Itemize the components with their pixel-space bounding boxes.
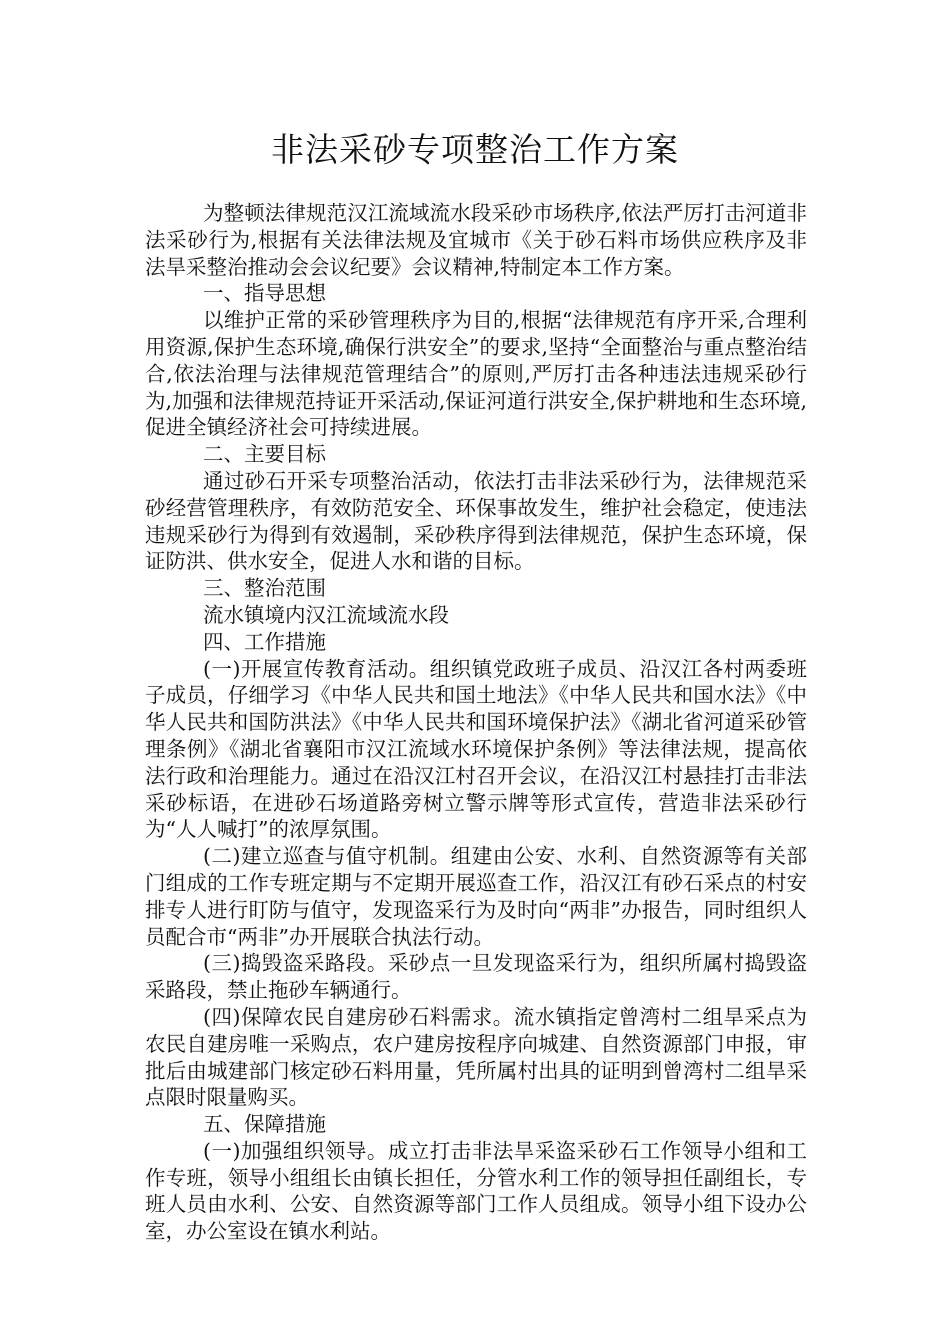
intro-paragraph: 为整顿法律规范汉江流域流水段采砂市场秩序,依法严厉打击河道非法采砂行为,根据有关法律法规及宜城市《关于砂石料市场供应秩序及非法旱采整治推动会会议纪要》会议精神,特制定本工作方案。 xyxy=(145,201,807,279)
section-heading-measures: 四、工作措施 xyxy=(203,629,326,654)
document-body xyxy=(145,200,807,1245)
measure-1-paragraph: (一)开展宣传教育活动。组织镇党政班子成员、沿汉江各村两委班子成员，仔细学习《中华人民共和国土地法》《中华人民共和国水法》《中华人民共和国防洪法》《中华人民共和国环境保护法》《湖北省河道采砂管理条例》《湖北省襄阳市汉江流域水环境保护条例》等法律法规，提高依法行政和治理能力。通过在沿汉江村召开会议，在沿汉江村悬挂打击非法采砂标语，在进砂石场道路旁树立警示牌等形式宣传，营造非法采砂行为“人人喊打”的浓厚氛围。 xyxy=(145,656,807,842)
document-title: 非法采砂专项整治工作方案 xyxy=(271,130,679,169)
section-heading-scope: 三、整治范围 xyxy=(203,576,326,601)
section-heading-main-goals: 二、主要目标 xyxy=(203,442,326,467)
scope-paragraph: 流水镇境内汉江流域流水段 xyxy=(203,602,449,627)
measure-3-paragraph: (三)捣毁盗采路段。采砂点一旦发现盗采行为，组织所属村捣毁盗采路段，禁止拖砂车辆通行。 xyxy=(145,951,807,1003)
section-heading-safeguards: 五、保障措施 xyxy=(203,1112,326,1137)
main-goals-paragraph: 通过砂石开采专项整治活动，依法打击非法采砂行为，法律规范采砂经营管理秩序，有效防范安全、环保事故发生，维护社会稳定，使违法违规采砂行为得到有效遏制，采砂秩序得到法律规范，保护生态环境，保证防洪、供水安全，促进人水和谐的目标。 xyxy=(145,468,807,574)
guiding-ideology-paragraph: 以维护正常的采砂管理秩序为目的,根据“法律规范有序开采,合理利用资源,保护生态环境,确保行洪安全”的要求,坚持“全面整治与重点整治结合,依法治理与法律规范管理结合”的原则,严厉打击各种违法违规采砂行为,加强和法律规范持证开采活动,保证河道行洪安全,保护耕地和生态环境,促进全镇经济社会可持续进展。 xyxy=(145,308,807,440)
section-heading-guiding-ideology: 一、指导思想 xyxy=(203,281,326,306)
measure-2-paragraph: (二)建立巡查与值守机制。组建由公安、水利、自然资源等有关部门组成的工作专班定期与不定期开展巡查工作，沿汉江有砂石采点的村安排专人进行盯防与值守，发现盗采行为及时向“两非”办报告，同时组织人员配合市“两非”办开展联合执法行动。 xyxy=(145,844,807,949)
measure-4-paragraph: (四)保障农民自建房砂石料需求。流水镇指定曾湾村二组旱采点为农民自建房唯一采购点，农户建房按程序向城建、自然资源部门申报，审批后由城建部门核定砂石料用量，凭所属村出具的证明到曾湾村二组旱采点限时限量购买。 xyxy=(145,1004,807,1110)
safeguard-1-paragraph: (一)加强组织领导。成立打击非法旱采盗采砂石工作领导小组和工作专班，领导小组组长由镇长担任，分管水利工作的领导担任副组长，专班人员由水利、公安、自然资源等部门工作人员组成。领导小组下设办公室，办公室设在镇水利站。 xyxy=(145,1138,807,1244)
